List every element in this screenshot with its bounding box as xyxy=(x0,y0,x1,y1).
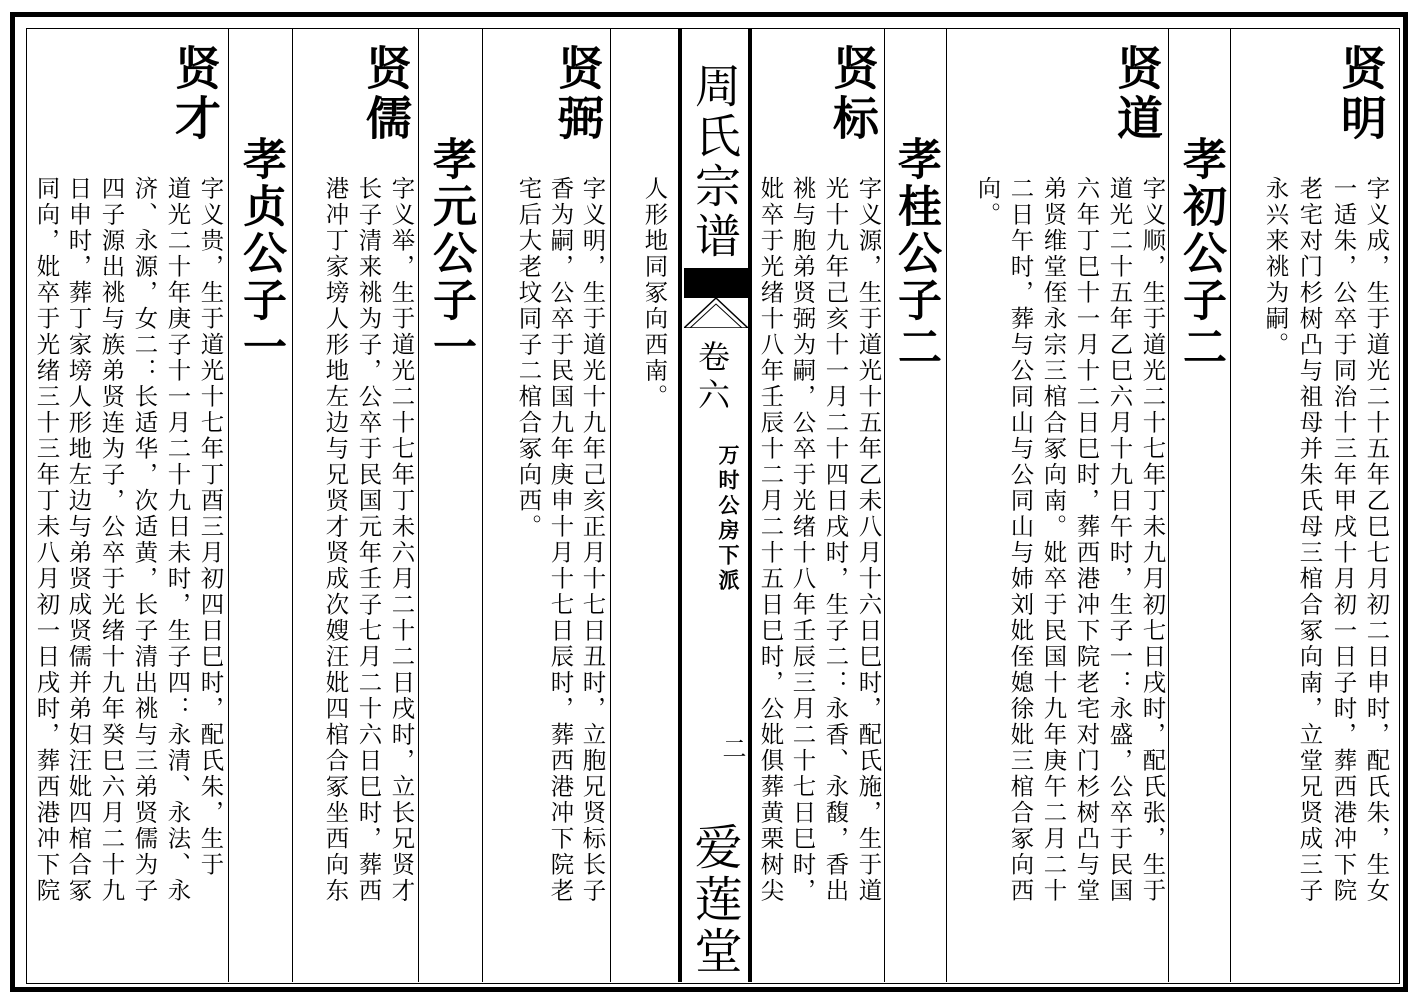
section-heading-xiaoyuan: 孝元公子一 xyxy=(425,136,476,371)
entry-line: 永兴来祧为嗣。 xyxy=(1261,176,1290,358)
branch-name: 万时公房下派 xyxy=(716,444,741,594)
entry-line: 二日午时，葬与公同山与公同山与姉刘妣侄媳徐妣三棺合冢向西 xyxy=(1006,176,1035,904)
section-heading-xiaochu: 孝初公子二 xyxy=(1175,136,1226,371)
section-heading-xiaozhen: 孝贞公子一 xyxy=(235,136,286,371)
entry-line: 字义源，生于道光十五年乙未八月十六日巳时，配氏施，生于道 xyxy=(854,176,883,904)
volume-number: 卷六 xyxy=(693,340,731,416)
column-divider xyxy=(292,28,293,982)
entry-line: 宅后大老坟同子二棺合冢向西。 xyxy=(514,176,543,540)
entry-line: 六年丁巳十一月十二日巳时，葬西港冲下院老宅对门杉树凸与堂 xyxy=(1072,176,1101,904)
burial-note: 人形地同冢向西南。 xyxy=(640,176,669,410)
entry-line: 字义贵，生于道光十七年丁酉三月初四日巳时，配氏朱，生于 xyxy=(196,176,225,878)
entry-line: 港冲丁家塝人形地左边与兄贤才贤成次嫂汪妣四棺合冢坐西向东 xyxy=(321,176,350,904)
entry-line: 光十九年己亥十一月二十四日戌时，生子二：永香、永馥，香出 xyxy=(821,176,850,904)
entry-line: 长子清来祧为子，公卒于民国元年壬子七月二十六日巳时，葬西 xyxy=(354,176,383,904)
entry-line: 香为嗣，公卒于民国九年庚申十月十七日辰时，葬西港冲下院老 xyxy=(546,176,575,904)
column-divider xyxy=(946,28,947,982)
entry-line: 字义举，生于道光二十七年丁未六月二十二日戌时，立长兄贤才 xyxy=(387,176,416,904)
entry-line: 妣卒于光绪十八年壬辰十二月二十五日巳时，公妣俱葬黄栗树尖 xyxy=(756,176,785,904)
spine-divider-right xyxy=(678,28,682,982)
column-divider xyxy=(1168,28,1169,982)
person-name-xiandao: 贤道 xyxy=(1110,44,1164,144)
column-divider xyxy=(418,28,419,982)
column-divider xyxy=(482,28,483,982)
person-name-xianbi: 贤弼 xyxy=(551,44,605,144)
entry-line: 四子源出祧与族弟贤连为子，公卒于光绪十九年癸巳六月二十九 xyxy=(97,176,126,904)
column-divider xyxy=(1230,28,1231,982)
page-number: 二 xyxy=(718,736,746,760)
hall-name: 爱莲堂 xyxy=(686,822,742,978)
entry-line: 弟贤维堂侄永宗三棺合冢向南。妣卒于民国十九年庚午二月二十 xyxy=(1039,176,1068,904)
column-divider xyxy=(610,28,611,982)
entry-line: 字义明，生于道光十九年己亥正月十七日丑时，立胞兄贤标长子 xyxy=(578,176,607,904)
column-divider xyxy=(228,28,229,982)
entry-line: 济、永源，女二：长适华，次适黄，长子清出祧与三弟贤儒为子 xyxy=(130,176,159,904)
person-name-xianming: 贤明 xyxy=(1334,44,1388,144)
entry-line: 字义成，生于道光二十五年乙巳七月初二日申时，配氏朱，生女 xyxy=(1362,176,1391,904)
person-name-xianbiao: 贤标 xyxy=(826,44,880,144)
section-heading-xiaogui: 孝桂公子二 xyxy=(890,136,941,371)
entry-line: 祧与胞弟贤弼为嗣，公卒于光绪十八年壬辰三月二十七日巳时， xyxy=(788,176,817,904)
spine-divider-left xyxy=(748,28,752,982)
spine-fishtail-mark xyxy=(684,294,748,328)
person-name-xiancai: 贤才 xyxy=(168,44,222,144)
entry-line: 字义顺，生于道光二十七年丁未九月初七日戌时，配氏张，生于 xyxy=(1138,176,1167,904)
entry-line: 老宅对门杉树凸与祖母并朱氏母三棺合冢向南，立堂兄贤成三子 xyxy=(1295,176,1324,904)
entry-line: 道光二十五年乙巳六月十九日午时，生子一：永盛，公卒于民国 xyxy=(1105,176,1134,904)
person-name-xianru: 贤儒 xyxy=(359,44,413,144)
entry-line: 一适朱，公卒于同治十三年甲戌十月初一日子时，葬西港冲下院 xyxy=(1329,176,1358,904)
entry-line: 向。 xyxy=(973,176,1002,228)
genealogy-title: 周氏宗谱 xyxy=(688,62,742,262)
entry-line: 日申时，葬丁家塝人形地左边与弟贤成贤儒并弟妇汪妣四棺合冢 xyxy=(64,176,93,904)
entry-line: 同向，妣卒于光绪三十三年丁未八月初一日戌时，葬西港冲下院 xyxy=(32,176,61,904)
column-divider xyxy=(884,28,885,982)
entry-line: 道光二十年庚子十一月二十九日未时，生子四：永清、永法、永 xyxy=(163,176,192,904)
